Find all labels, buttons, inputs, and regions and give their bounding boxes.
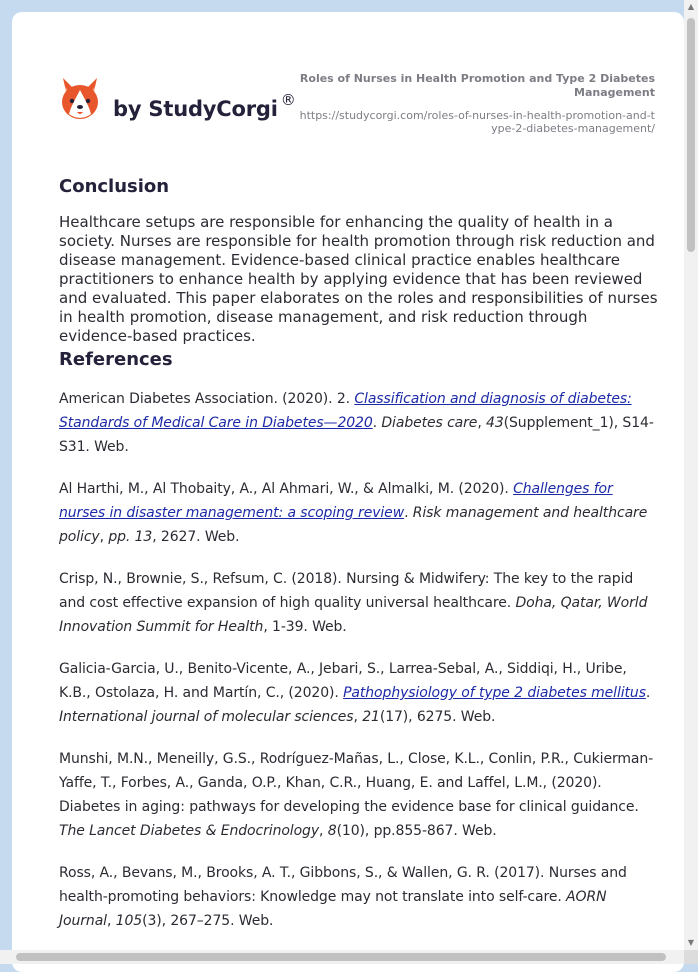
reference-item: Crisp, N., Brownie, S., Refsum, C. (2018). Nursing & Midwifery: The key to the rapid and cost effective expansion of high quality universal healthcare. Doha, Qatar, World Innovation Summit for Health, 1-39. Web.	[59, 571, 648, 635]
references-list	[59, 387, 659, 933]
document-title: Roles of Nurses in Health Promotion and Type 2 Diabetes Management	[299, 72, 655, 99]
references-heading: References	[59, 349, 173, 370]
reference-item: American Diabetes Association. (2020). 2. Classification and diagnosis of diabetes: Standards of Medical Care in Diabetes—2020. Diabetes care, 43(Supplement_1), S14-S31. Web.	[59, 391, 654, 455]
reference-link[interactable]: Challenges for nurses in disaster management: a scoping review	[59, 481, 613, 521]
corgi-logo-icon[interactable]	[59, 76, 101, 122]
reference-item: Ross, A., Bevans, M., Brooks, A. T., Gibbons, S., & Wallen, G. R. (2017). Nurses and health-promoting behaviors: Knowledge may not translate into self-care. AORN Journal, 105(3), 267–275. Web.	[59, 865, 627, 929]
conclusion-text: Healthcare setups are responsible for enhancing the quality of health in a society. Nurses are responsible for health promotion through risk reduction and disease management. Evidence-based clinical practice enables healthcare practitioners to enhance health by applying evidence that has been reviewed and evaluated. This paper elaborates on the roles and responsibilities of nurses in health promotion, disease management, and risk reduction through evidence-based practices.	[59, 213, 658, 345]
scroll-down-icon[interactable]: ▼	[687, 938, 695, 947]
reference-link[interactable]: Pathophysiology of type 2 diabetes mellitus	[343, 685, 646, 701]
horizontal-scrollbar[interactable]	[0, 950, 684, 964]
vertical-scrollbar[interactable]	[684, 0, 698, 950]
vertical-scroll-thumb[interactable]	[687, 18, 695, 252]
document-url[interactable]: https://studycorgi.com/roles-of-nurses-in-health-promotion-and-type-2-diabetes-management/	[299, 109, 655, 135]
reference-item: Galicia-Garcia, U., Benito-Vicente, A., Jebari, S., Larrea-Sebal, A., Siddiqi, H., Uribe, K.B., Ostolaza, H. and Martín, C., (2020). Pathophysiology of type 2 diabetes mellitus. International journal of molecular sciences, 21(17), 6275. Web.	[59, 661, 651, 725]
page-header	[59, 72, 655, 142]
horizontal-scroll-thumb[interactable]	[16, 953, 666, 961]
scrollbar-corner	[684, 950, 698, 964]
document-page	[12, 12, 684, 972]
reference-item: Al Harthi, M., Al Thobaity, A., Al Ahmari, W., & Almalki, M. (2020). Challenges for nurses in disaster management: a scoping review. Risk management and healthcare policy, pp. 13, 2627. Web.	[59, 481, 648, 545]
reference-item: Munshi, M.N., Meneilly, G.S., Rodríguez-Mañas, L., Close, K.L., Conlin, P.R., Cukierman-Yaffe, T., Forbes, A., Ganda, O.P., Khan, C.R., Huang, E. and Laffel, L.M., (2020). Diabetes in aging: pathways for developing the evidence base for clinical guidance. The Lancet Diabetes & Endocrinology, 8(10), pp.855-867. Web.	[59, 751, 654, 839]
reference-link[interactable]: Classification and diagnosis of diabetes: Standards of Medical Care in Diabetes—2020	[59, 391, 632, 431]
scroll-up-icon[interactable]: ▲	[687, 2, 695, 11]
conclusion-heading: Conclusion	[59, 176, 170, 197]
brand-name[interactable]: by StudyCorgi ®	[113, 91, 296, 121]
document-content	[59, 176, 659, 951]
